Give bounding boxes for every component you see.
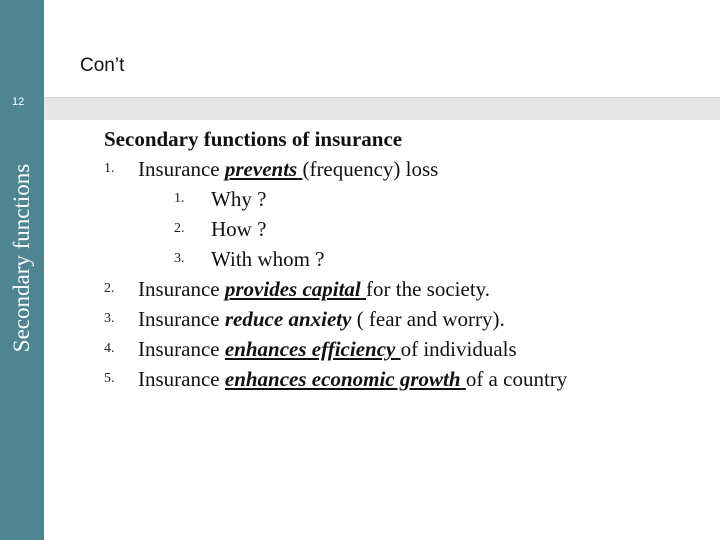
- sub-list-number: 2.: [174, 221, 185, 236]
- list-text: Insurance reduce anxiety ( fear and worry).: [138, 307, 505, 331]
- list-text: Insurance enhances efficiency of individuals: [138, 337, 517, 361]
- list-item: [104, 334, 714, 364]
- sub-list-item: [104, 214, 714, 244]
- list-text: Insurance prevents (frequency) loss: [138, 157, 439, 181]
- sidebar: [0, 0, 44, 540]
- list-item: [104, 154, 714, 184]
- list-item: [104, 274, 714, 304]
- list-number: 2.: [104, 281, 115, 296]
- list-item: [104, 364, 714, 394]
- sub-list-number: 1.: [174, 191, 185, 206]
- list-text: Insurance provides capital for the society.: [138, 277, 491, 301]
- emphasis: enhances efficiency: [224, 337, 396, 361]
- list-number: 3.: [104, 311, 115, 326]
- slide-title: Con’t: [80, 55, 125, 76]
- header-divider: [44, 97, 720, 120]
- sub-list-number: 3.: [174, 251, 185, 266]
- sub-list-text: How ?: [211, 217, 267, 241]
- list-item: [104, 304, 714, 334]
- emphasis: prevents: [224, 157, 298, 181]
- sub-list-text: Why ?: [211, 187, 267, 211]
- slide-number: 12: [12, 96, 25, 108]
- slide-content: [104, 124, 714, 394]
- list-text: Insurance enhances economic growth of a country: [138, 367, 568, 391]
- list-number: 5.: [104, 371, 115, 386]
- emphasis: provides capital: [224, 277, 361, 301]
- list-number: 4.: [104, 341, 115, 356]
- sidebar-title: Secondary functions: [9, 163, 34, 353]
- sub-list-item: [104, 244, 714, 274]
- list-number: 1.: [104, 161, 115, 176]
- emphasis: enhances economic growth: [224, 367, 461, 391]
- emphasis: reduce anxiety: [224, 307, 352, 331]
- sub-list-item: [104, 184, 714, 214]
- content-heading: Secondary functions of insurance: [104, 127, 403, 151]
- sub-list-text: With whom ?: [211, 247, 325, 271]
